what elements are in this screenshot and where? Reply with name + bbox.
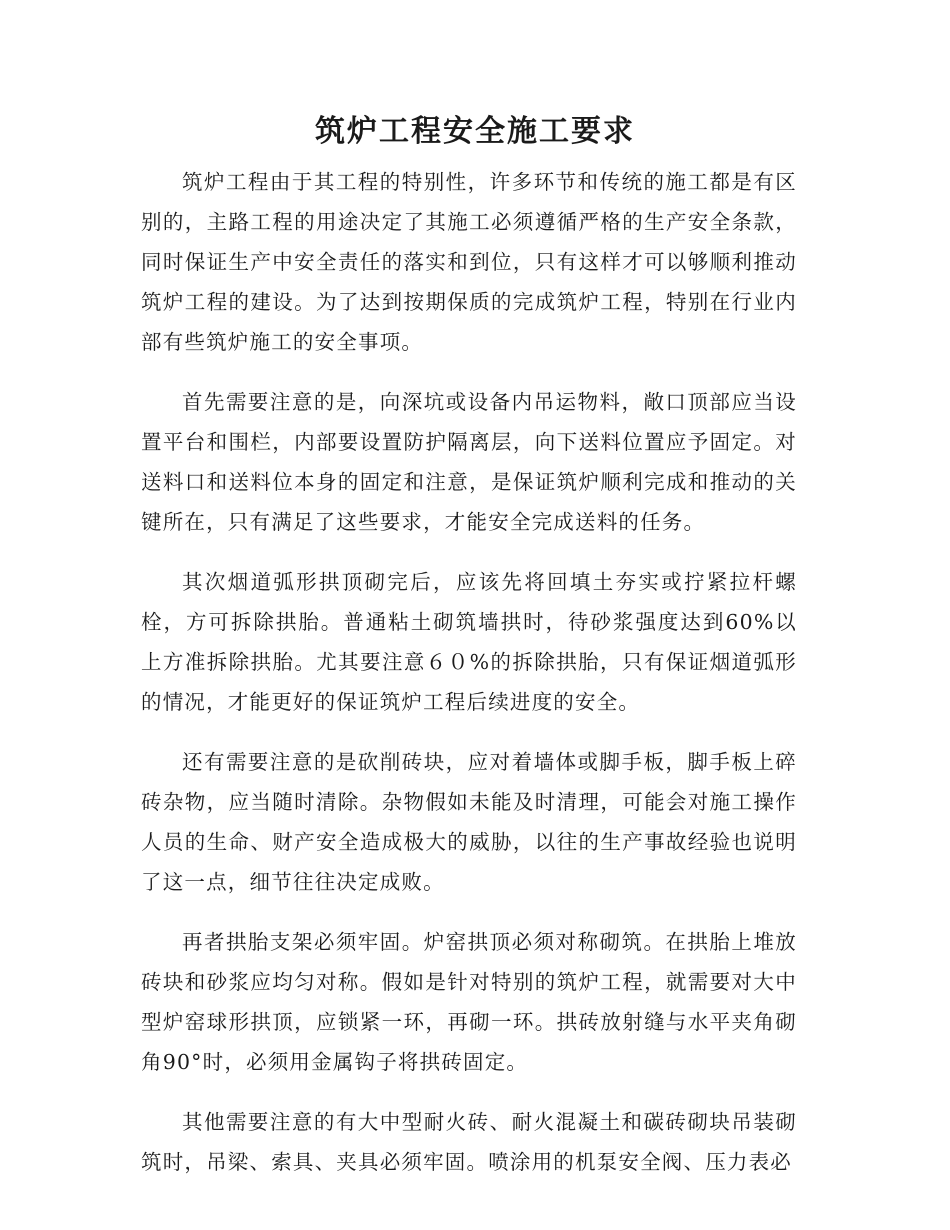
paragraph: 筑炉工程由于其工程的特别性，许多环节和传统的施工都是有区别的，主路工程的用途决定了其施工必须遵循严格的生产安全条款，同时保证生产中安全责任的落实和到位，只有这样才可以够顺利推动筑炉工程的建设。为了达到按期保质的完成筑炉工程，特别在行业内部有些筑炉施工的安全事项。 xyxy=(141,170,797,354)
document-title: 筑炉工程安全施工要求 xyxy=(315,114,635,149)
paragraph: 其他需要注意的有大中型耐火砖、耐火混凝土和碳砖砌块吊装砌筑时，吊梁、索具、夹具必须牢固。喷涂用的机泵安全阀、压力表必 xyxy=(141,1110,797,1174)
paragraph: 再者拱胎支架必须牢固。炉窑拱顶必须对称砌筑。在拱胎上堆放砖块和砂浆应均匀对称。假如是针对特别的筑炉工程，就需要对大中型炉窑球形拱顶，应锁紧一环，再砌一环。拱砖放射缝与水平夹角砌角90°时，必须用金属钩子将拱砖固定。 xyxy=(141,930,797,1074)
paragraph: 首先需要注意的是，向深坑或设备内吊运物料，敞口顶部应当设置平台和围栏，内部要设置防护隔离层，向下送料位置应予固定。对送料口和送料位本身的固定和注意，是保证筑炉顺利完成和推动的关键所在，只有满足了这些要求，才能安全完成送料的任务。 xyxy=(141,390,797,534)
document-body xyxy=(141,162,797,1202)
paragraph: 其次烟道弧形拱顶砌完后，应该先将回填土夯实或拧紧拉杆螺栓，方可拆除拱胎。普通粘土砌筑墙拱时，待砂浆强度达到60%以上方准拆除拱胎。尤其要注意６０%的拆除拱胎，只有保证烟道弧形的情况，才能更好的保证筑炉工程后续进度的安全。 xyxy=(141,570,797,714)
paragraph: 还有需要注意的是砍削砖块，应对着墙体或脚手板，脚手板上碎砖杂物，应当随时清除。杂物假如未能及时清理，可能会对施工操作人员的生命、财产安全造成极大的威胁，以往的生产事故经验也说明了这一点，细节往往决定成败。 xyxy=(141,750,797,894)
